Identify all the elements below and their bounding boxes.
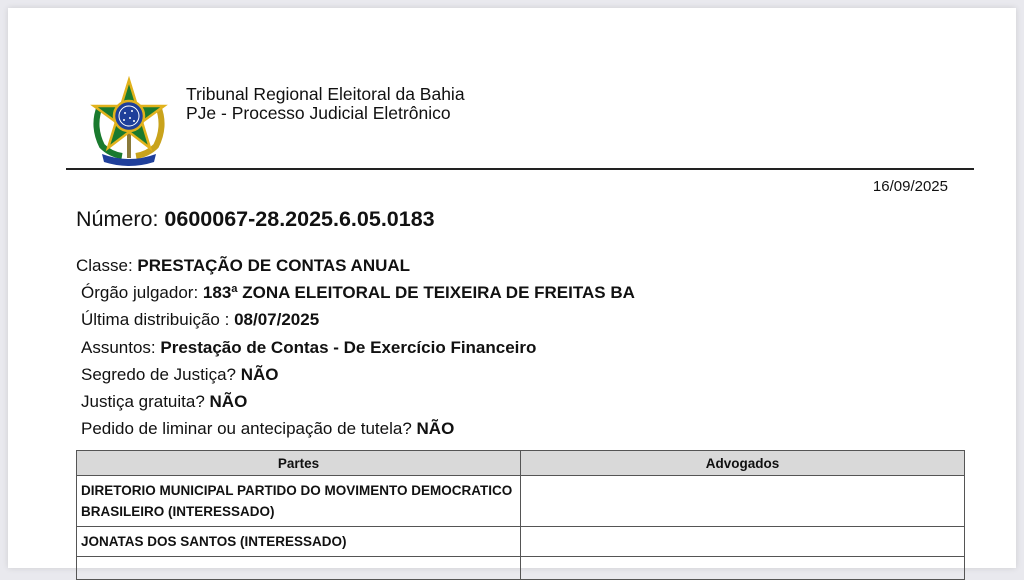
document-header <box>186 85 465 123</box>
table-row <box>77 527 965 557</box>
column-header-partes: Partes <box>77 451 521 476</box>
field-segredo-justica <box>81 365 279 385</box>
parties-table <box>76 450 965 580</box>
field-value: NÃO <box>416 419 455 438</box>
field-pedido-liminar <box>81 419 454 439</box>
field-label: Assuntos: <box>81 338 161 357</box>
cell-advogados <box>521 557 965 580</box>
field-label: Pedido de liminar ou antecipação de tutela? <box>81 419 417 438</box>
court-name: Tribunal Regional Eleitoral da Bahia <box>186 84 465 104</box>
brazil-coat-of-arms-emblem <box>88 76 170 166</box>
document-page <box>8 8 1016 568</box>
field-orgao-julgador <box>81 283 635 303</box>
column-header-advogados: Advogados <box>521 451 965 476</box>
field-value: 08/07/2025 <box>234 310 320 329</box>
table-header-row <box>77 451 965 476</box>
field-label: Justiça gratuita? <box>81 392 210 411</box>
field-label: Órgão julgador: <box>81 283 203 302</box>
field-value: NÃO <box>209 392 248 411</box>
header-divider <box>66 168 974 170</box>
field-justica-gratuita <box>81 392 247 412</box>
field-label: Segredo de Justiça? <box>81 365 241 384</box>
table-row <box>77 557 965 580</box>
table-row <box>77 476 965 527</box>
cell-advogados <box>521 527 965 557</box>
cell-partes <box>77 557 521 580</box>
field-label: Classe: <box>76 256 138 275</box>
process-number-label: Número: <box>76 207 165 231</box>
field-label: Última distribuição : <box>81 310 235 329</box>
field-value: PRESTAÇÃO DE CONTAS ANUAL <box>137 256 411 275</box>
process-number-value: 0600067-28.2025.6.05.0183 <box>164 207 435 231</box>
cell-advogados <box>521 476 965 527</box>
cell-partes: JONATAS DOS SANTOS (INTERESSADO) <box>77 527 521 557</box>
system-name: PJe - Processo Judicial Eletrônico <box>186 103 451 123</box>
cell-partes: DIRETORIO MUNICIPAL PARTIDO DO MOVIMENTO DEMOCRATICO BRASILEIRO (INTERESSADO) <box>77 476 521 527</box>
field-value: Prestação de Contas - De Exercício Financeiro <box>160 338 537 357</box>
document-date: 16/09/2025 <box>872 178 948 195</box>
field-classe <box>76 256 410 276</box>
field-assuntos <box>81 338 536 358</box>
field-ultima-distribuicao <box>81 310 319 330</box>
field-value: 183ª ZONA ELEITORAL DE TEIXEIRA DE FREITAS BA <box>202 283 635 302</box>
field-value: NÃO <box>240 365 279 384</box>
process-number <box>76 207 435 232</box>
